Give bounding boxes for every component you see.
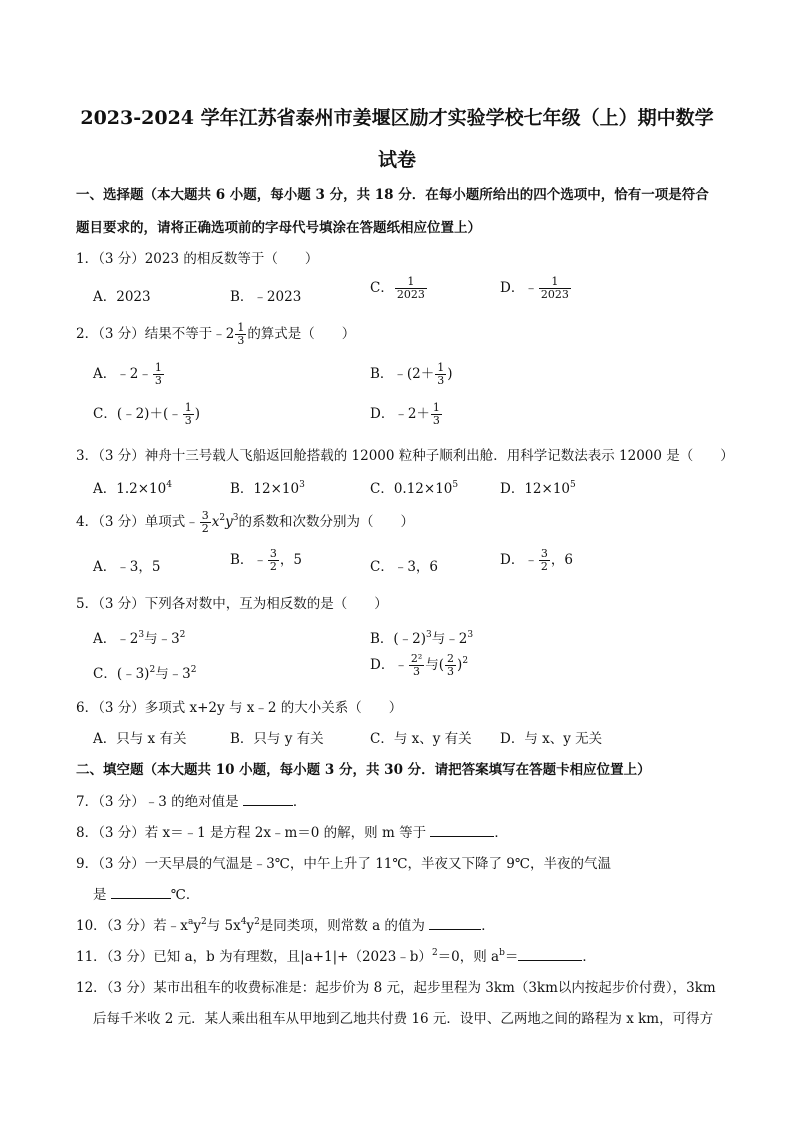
q8-answer-blank[interactable] <box>430 824 494 837</box>
q6-option-c: C．与 x、y 有关 <box>370 731 472 747</box>
q10-exp3: 4 <box>240 917 247 927</box>
q3-c-base: C．0.12×10 <box>370 481 453 497</box>
q9-suffix: ℃． <box>170 887 200 903</box>
q1-option-d <box>500 276 572 301</box>
q5-option-a <box>93 627 185 647</box>
q1-option-c-fraction <box>395 276 427 301</box>
q5-a-exp1: 3 <box>138 630 145 640</box>
numerator: 3 <box>540 547 548 560</box>
denominator: 2023 <box>540 288 569 301</box>
section2-header: 二、填空题（本大题共 10 小题，每小题 3 分，共 30 分．请把答案填写在答题卡相应位置上） <box>76 762 651 778</box>
q4-option-a: A．﹣3，5 <box>93 559 161 575</box>
q5-option-b <box>370 627 473 647</box>
question-1-stem: 1．（3 分）2023 的相反数等于（ ） <box>76 251 319 267</box>
section1-header-line1: 一、选择题（本大题共 6 小题，每小题 3 分，共 18 分．在每小题所给出的四个选项中，恰有一项是符合 <box>76 187 709 203</box>
q4-b-suffix: ，5 <box>279 552 303 568</box>
q10-part4: y <box>246 918 255 934</box>
q5-d-fraction1 <box>409 653 424 678</box>
q11-part2: ＝0，则 a <box>437 949 500 965</box>
q5-d-suffix: ) <box>457 657 463 673</box>
question-8 <box>76 821 508 841</box>
q10-part5: 是同类项，则常数 a 的值为 <box>259 918 425 934</box>
numerator: 3 <box>201 509 209 522</box>
q5-option-d <box>370 653 468 678</box>
question-7 <box>76 790 306 810</box>
q2-option-d <box>370 402 443 427</box>
q4-var-y: y <box>225 514 233 530</box>
q3-a-exponent: 4 <box>166 480 172 490</box>
denominator: 2 <box>540 560 548 573</box>
q3-option-a <box>93 477 172 497</box>
q2-b-prefix: B．﹣(2＋ <box>370 366 435 382</box>
q2-c-prefix: C．(﹣2)＋(﹣ <box>93 406 182 422</box>
numerator: 1 <box>539 276 571 289</box>
denominator: 3 <box>413 665 421 678</box>
q1-option-b: B．﹣2023 <box>230 289 302 305</box>
q10-answer-blank[interactable] <box>429 917 481 930</box>
q3-a-base: A．1.2×10 <box>93 481 167 497</box>
q2-c-suffix: ) <box>194 406 201 422</box>
q5-b-exp2: 3 <box>467 630 474 640</box>
q11-part1: 11．（3 分）已知 a，b 为有理数，且|a+1|+（2023﹣b） <box>76 949 432 965</box>
q10-exp2: 2 <box>200 917 207 927</box>
q2-stem-fraction <box>235 322 246 347</box>
q5-d-fraction2 <box>445 653 456 678</box>
q3-b-base: B．12×10 <box>230 481 300 497</box>
q4-b-fraction <box>268 548 279 573</box>
q4-option-c: C．﹣3，6 <box>370 559 439 575</box>
q2-d-prefix: D．﹣2＋ <box>370 406 430 422</box>
denominator: 3 <box>447 665 455 678</box>
q3-d-base: D．12×10 <box>500 481 570 497</box>
q5-d-middle: 与( <box>425 657 445 673</box>
numerator: 3 <box>269 547 277 560</box>
q2-b-fraction <box>435 362 446 387</box>
denominator: 3 <box>154 374 162 387</box>
q10-suffix: ． <box>481 918 495 934</box>
q4-b-prefix: B．﹣ <box>230 552 267 568</box>
denominator: 2 <box>269 560 277 573</box>
q5-c-base2: 与﹣3 <box>155 666 191 682</box>
q8-stem: 8．（3 分）若 x＝﹣1 是方程 2x﹣m＝0 的解，则 m 等于 <box>76 825 427 841</box>
q5-c-base1: C．(﹣3) <box>93 666 150 682</box>
denominator: 3 <box>237 334 245 347</box>
q4-d-suffix: ，6 <box>550 552 573 568</box>
q5-b-exp1: 3 <box>426 630 432 640</box>
question-6-stem: 6．（3 分）多项式 x+2y 与 x﹣2 的大小关系（ ） <box>76 700 403 716</box>
numerator: 1 <box>184 401 192 414</box>
denominator: 3 <box>432 414 440 427</box>
numerator: 2² <box>410 652 423 665</box>
q4-d-fraction <box>539 548 550 573</box>
q5-b-base1: B．(﹣2) <box>370 631 427 647</box>
q3-option-b <box>230 477 305 497</box>
q6-option-b: B．只与 y 有关 <box>230 731 324 747</box>
question-2-stem <box>76 322 355 347</box>
question-12-line1: 12．（3 分）某市出租车的收费标准是：起步价为 8 元，起步里程为 3km（3km以内按起步价付费），3km <box>76 980 716 996</box>
q4-d-prefix: D．﹣ <box>500 552 538 568</box>
q1-option-c <box>370 276 428 301</box>
q11-answer-blank[interactable] <box>518 948 582 961</box>
q11-exp2: b <box>499 948 505 958</box>
q1-option-a: A．2023 <box>93 289 151 305</box>
q4-stem-fraction <box>200 510 211 535</box>
q2-d-fraction <box>431 402 442 427</box>
q2-stem-prefix: 2．（3 分）结果不等于﹣2 <box>76 326 235 342</box>
q5-d-prefix: D．﹣ <box>370 657 408 673</box>
numerator: 2 <box>447 652 455 665</box>
q4-option-d <box>500 548 573 573</box>
q10-exp4: 2 <box>254 917 260 927</box>
numerator: 1 <box>432 401 440 414</box>
q5-a-base1: A．﹣2 <box>93 631 139 647</box>
q4-var-x: x <box>211 514 220 530</box>
question-10 <box>76 914 495 934</box>
q2-option-a <box>93 362 165 387</box>
q4-stem-prefix: 4．（3 分）单项式﹣ <box>76 514 199 530</box>
denominator: 2023 <box>396 288 425 301</box>
q2-option-b <box>370 362 453 387</box>
q5-a-base2: 与﹣3 <box>144 631 180 647</box>
q2-a-fraction <box>153 362 164 387</box>
denominator: 3 <box>184 414 192 427</box>
exam-title-line2: 试卷 <box>377 149 416 171</box>
exam-title-line1: 2023-2024 学年江苏省泰州市姜堰区励才实验学校七年级（上）期中数学 <box>80 107 714 129</box>
question-9-line2 <box>93 883 199 903</box>
numerator: 1 <box>154 361 162 374</box>
q8-suffix: ． <box>494 825 508 841</box>
q5-d-exponent: 2 <box>462 656 469 666</box>
question-3-stem: 3．（3 分）神舟十三号载人飞船返回舱搭载的 12000 粒种子顺利出舱．用科学记数法表示 12000 是（ ） <box>76 448 734 464</box>
q5-b-base2: 与﹣2 <box>431 631 468 647</box>
q10-part2: y <box>193 918 201 934</box>
q10-exp1: a <box>187 917 194 927</box>
q5-c-exp2: 2 <box>190 665 197 675</box>
q9-answer-blank[interactable] <box>111 886 171 899</box>
q5-option-c <box>93 662 197 682</box>
question-12-line2: 后每千米收 2 元．某人乘出租车从甲地到乙地共付费 16 元．设甲、乙两地之间的路程为 x km，可得方 <box>93 1011 714 1027</box>
question-4-stem <box>76 510 414 535</box>
q7-suffix: ． <box>292 794 307 810</box>
denominator: 3 <box>437 374 445 387</box>
question-11 <box>76 945 596 965</box>
numerator: 1 <box>237 321 245 334</box>
q7-answer-blank[interactable] <box>243 793 293 806</box>
q1-option-d-prefix: D．﹣ <box>500 280 538 296</box>
q4-x-exponent: 2 <box>219 513 226 523</box>
q2-b-suffix: ) <box>447 366 453 382</box>
q3-c-exponent: 5 <box>452 480 459 490</box>
q4-stem-suffix: 的系数和次数分别为（ ） <box>238 514 414 530</box>
q11-suffix: ． <box>582 949 596 965</box>
q3-option-c <box>370 477 458 497</box>
q7-stem: 7．（3 分）﹣3 的绝对值是 <box>76 794 239 810</box>
q3-d-exponent: 5 <box>570 480 576 490</box>
q2-stem-suffix: 的算式是（ ） <box>247 326 356 342</box>
section1-header-line2: 题目要求的，请将正确选项前的字母代号填涂在答题纸相应位置上） <box>76 220 481 236</box>
q1-option-d-fraction <box>539 276 571 301</box>
q10-part3: 与 5x <box>206 918 241 934</box>
question-9-line1: 9．（3 分）一天早晨的气温是﹣3℃，中午上升了 11℃，半夜又下降了 9℃，半夜的气温 <box>76 856 611 872</box>
q3-option-d <box>500 477 576 497</box>
numerator: 1 <box>437 361 445 374</box>
q11-part3: ＝ <box>504 949 519 965</box>
q4-option-b <box>230 548 302 573</box>
q9-line2-prefix: 是 <box>93 887 107 903</box>
q3-b-exponent: 3 <box>299 480 305 490</box>
q11-exp1: 2 <box>431 948 438 958</box>
q5-a-exp2: 2 <box>179 630 186 640</box>
q1-option-c-prefix: C． <box>370 280 394 296</box>
q6-option-a: A．只与 x 有关 <box>93 731 187 747</box>
q4-y-exponent: 3 <box>232 513 239 523</box>
q6-option-d: D．与 x、y 无关 <box>500 731 603 747</box>
q10-part1: 10．（3 分）若﹣x <box>76 918 188 934</box>
question-5-stem: 5．（3 分）下列各对数中，互为相反数的是（ ） <box>76 596 388 612</box>
q5-c-exp1: 2 <box>149 665 156 675</box>
numerator: 1 <box>395 276 427 289</box>
denominator: 2 <box>201 522 209 535</box>
q2-a-prefix: A．﹣2﹣ <box>93 366 152 382</box>
q2-c-fraction <box>183 402 194 427</box>
q2-option-c <box>93 402 200 427</box>
